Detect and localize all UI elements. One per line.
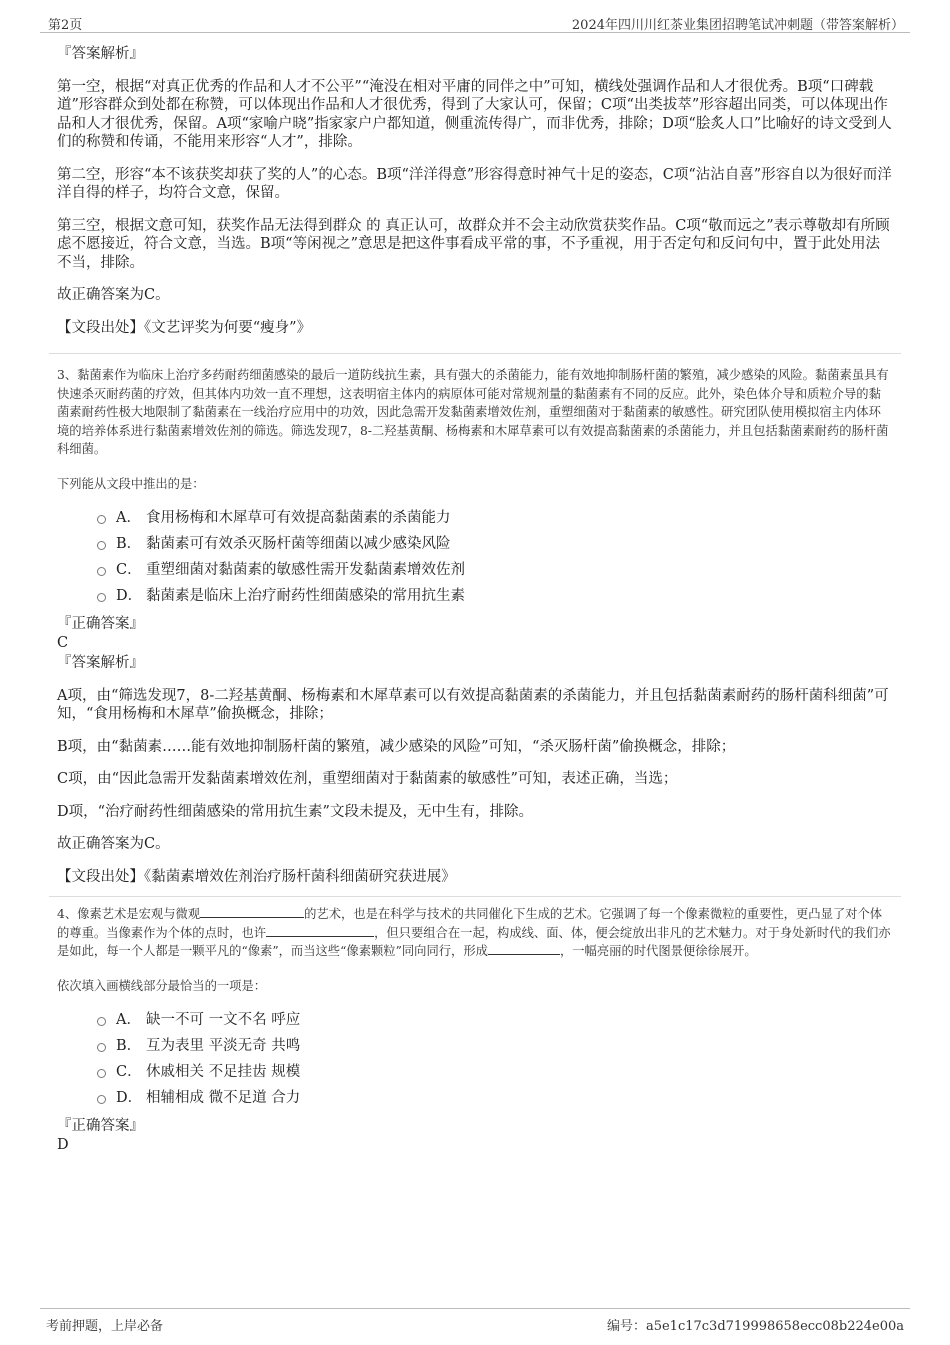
answer-value: C <box>57 634 69 651</box>
option-a[interactable] <box>57 505 893 531</box>
radio-icon[interactable] <box>97 1017 106 1026</box>
option-letter: A． <box>116 510 141 526</box>
divider <box>49 896 901 897</box>
option-text: 缺一不可 一文不名 呼应 <box>146 1012 301 1028</box>
answer-value: D <box>57 1136 69 1153</box>
radio-icon[interactable] <box>97 1043 106 1052</box>
conclusion: 故正确答案为C。 <box>57 836 170 852</box>
option-d[interactable] <box>57 583 893 609</box>
question-stem: 3、黏菌素作为临床上治疗多药耐药细菌感染的最后一道防线抗生素，具有强大的杀菌能力，能有效地抑制肠杆菌的繁殖，减少感染的风险。黏菌素虽具有快速杀灭耐药菌的疗效，但其体内功效一直不理想，这表明宿主体内的病原体可能对常规剂量的黏菌素有不同的反应。此外，染色体介导和质粒介导的黏菌素耐药性极大地限制了黏菌素在一线治疗应用中的功效，因此急需开发黏菌素增效佐剂，重塑细菌对于黏菌素的敏感性。研究团队使用模拟宿主内体环境的培养体系进行黏菌素增效佐剂的筛选。筛选发现7，8-二羟基黄酮、杨梅素和木犀草素可以有效提高黏菌素的杀菌能力，并且包括黏菌素耐药的肠杆菌科细菌。 <box>57 368 889 456</box>
analysis-label: 『答案解析』 <box>57 655 144 671</box>
analysis-paragraph: A项，由“筛选发现7，8-二羟基黄酮、杨梅素和木犀草素可以有效提高黏菌素的杀菌能力，并且包括黏菌素耐药的肠杆菌科细菌”可知，“食用杨梅和木犀草”偷换概念，排除； <box>57 687 889 722</box>
source-citation: 【文段出处】《黏菌素增效佐剂治疗肠杆菌科细菌研究获进展》 <box>57 868 456 885</box>
analysis-paragraph: D项，“治疗耐药性细菌感染的常用抗生素”文段未提及，无中生有，排除。 <box>57 803 533 820</box>
option-letter: C． <box>116 562 142 578</box>
option-text: 互为表里 平淡无奇 共鸣 <box>146 1038 301 1054</box>
page-number: 第2页 <box>48 18 83 33</box>
question-prompt: 下列能从文段中推出的是： <box>57 476 205 491</box>
footer-slogan: 考前押题，上岸必备 <box>46 1319 164 1334</box>
options-list <box>57 1007 893 1111</box>
radio-icon[interactable] <box>97 593 106 602</box>
option-text: 黏菌素可有效杀灭肠杆菌等细菌以减少感染风险 <box>146 536 451 552</box>
question-stem <box>57 905 893 961</box>
document-body <box>57 40 893 1154</box>
radio-icon[interactable] <box>97 1069 106 1078</box>
analysis-paragraph: B项，由“黏菌素……能有效地抑制肠杆菌的繁殖，减少感染的风险”可知，“杀灭肠杆菌”偷换概念，排除； <box>57 738 736 755</box>
option-letter: B． <box>116 1038 142 1054</box>
page-footer <box>40 1308 910 1335</box>
analysis-paragraph: 第二空，形容“本不该获奖却获了奖的人”的心态。B项“洋洋得意”形容得意时神气十足的姿态，C项“沾沾自喜”形容自以为很好而洋洋自得的样子，均符合文意，保留。 <box>57 166 892 201</box>
analysis-paragraph: 第一空，根据“对真正优秀的作品和人才不公平”“淹没在相对平庸的同伴之中”可知，横线处强调作品和人才很优秀。B项“口碑载道”形容群众到处都在称赞，可以体现出作品和人才很优秀，得到了大家认可，保留；C项“出类拔萃”形容超出同类，可以体现出作品和人才很优秀，保留。A项“家喻户晓”指家家户户都知道，侧重流传得广，而非优秀，排除；D项“脍炙人口”比喻好的诗文受到人们的称赞和传诵，不能用来形容“人才”，排除。 <box>57 78 892 150</box>
analysis-paragraph: 第三空，根据文意可知，获奖作品无法得到群众 的 真正认可，故群众并不会主动欣赏获奖作品。C项“敬而远之”表示尊敬却有所顾虑不愿接近，符合文意，当选。B项“等闲视之”意思是把这件事看成平常的事，不予重视，用于否定句和反问句中，置于此处用法不当，排除。 <box>57 217 890 271</box>
page-header <box>40 10 910 33</box>
option-letter: C． <box>116 1064 142 1080</box>
radio-icon[interactable] <box>97 515 106 524</box>
option-letter: D． <box>116 1090 143 1106</box>
radio-icon[interactable] <box>97 541 106 550</box>
option-b[interactable] <box>57 531 893 557</box>
fill-blank <box>266 924 374 937</box>
analysis-paragraph: C项，由“因此急需开发黏菌素增效佐剂，重塑细菌对于黏菌素的敏感性”可知，表述正确，当选； <box>57 771 678 787</box>
option-text: 重塑细菌对黏菌素的敏感性需开发黏菌素增效佐剂 <box>146 562 465 578</box>
radio-icon[interactable] <box>97 1095 106 1104</box>
option-c[interactable] <box>57 557 893 583</box>
option-letter: D． <box>116 588 143 604</box>
option-b[interactable] <box>57 1033 893 1059</box>
option-a[interactable] <box>57 1007 893 1033</box>
document-title: 2024年四川川红茶业集团招聘笔试冲刺题（带答案解析） <box>571 18 904 33</box>
fill-blank <box>488 942 560 955</box>
stem-part: 的艺术，也是在科学与技术的共同催化下生成的艺术。它强调了每一个像素微粒的重要性，更凸显了对个体的尊重。当像素作为个体的点时，也许 <box>57 907 883 940</box>
option-text: 黏菌素是临床上治疗耐药性细菌感染的常用抗生素 <box>146 588 465 604</box>
document-id: 编号：a5e1c17c3d719998658ecc08b224e00a <box>606 1319 904 1334</box>
question-prompt: 依次填入画横线部分最恰当的一项是： <box>57 978 267 993</box>
stem-part: 4、像素艺术是宏观与微观 <box>57 907 201 921</box>
answer-label: 『正确答案』 <box>57 1118 144 1134</box>
option-text: 休戚相关 不足挂齿 规模 <box>146 1064 301 1080</box>
answer-label: 『正确答案』 <box>57 616 144 632</box>
source-citation: 【文段出处】《文艺评奖为何要“瘦身”》 <box>57 319 312 336</box>
analysis-label: 『答案解析』 <box>57 46 144 62</box>
stem-part: ，但只要组合在一起，构成线、面、体，便会绽放出非凡的艺术魅力。对于身处新时代的我们亦是如此，每一个人都是一颗平凡的“像素”，而当这些“像素颗粒”同向同行，形成 <box>57 925 891 958</box>
option-letter: B． <box>116 536 142 552</box>
divider <box>49 353 901 354</box>
fill-blank <box>200 905 304 918</box>
radio-icon[interactable] <box>97 567 106 576</box>
option-text: 相辅相成 微不足道 合力 <box>146 1090 301 1106</box>
conclusion: 故正确答案为C。 <box>57 287 170 303</box>
option-letter: A． <box>116 1012 141 1028</box>
stem-part: ，一幅亮丽的时代图景便徐徐展开。 <box>559 944 757 958</box>
option-c[interactable] <box>57 1059 893 1085</box>
options-list <box>57 505 893 609</box>
option-text: 食用杨梅和木犀草可有效提高黏菌素的杀菌能力 <box>146 510 451 526</box>
option-d[interactable] <box>57 1085 893 1111</box>
